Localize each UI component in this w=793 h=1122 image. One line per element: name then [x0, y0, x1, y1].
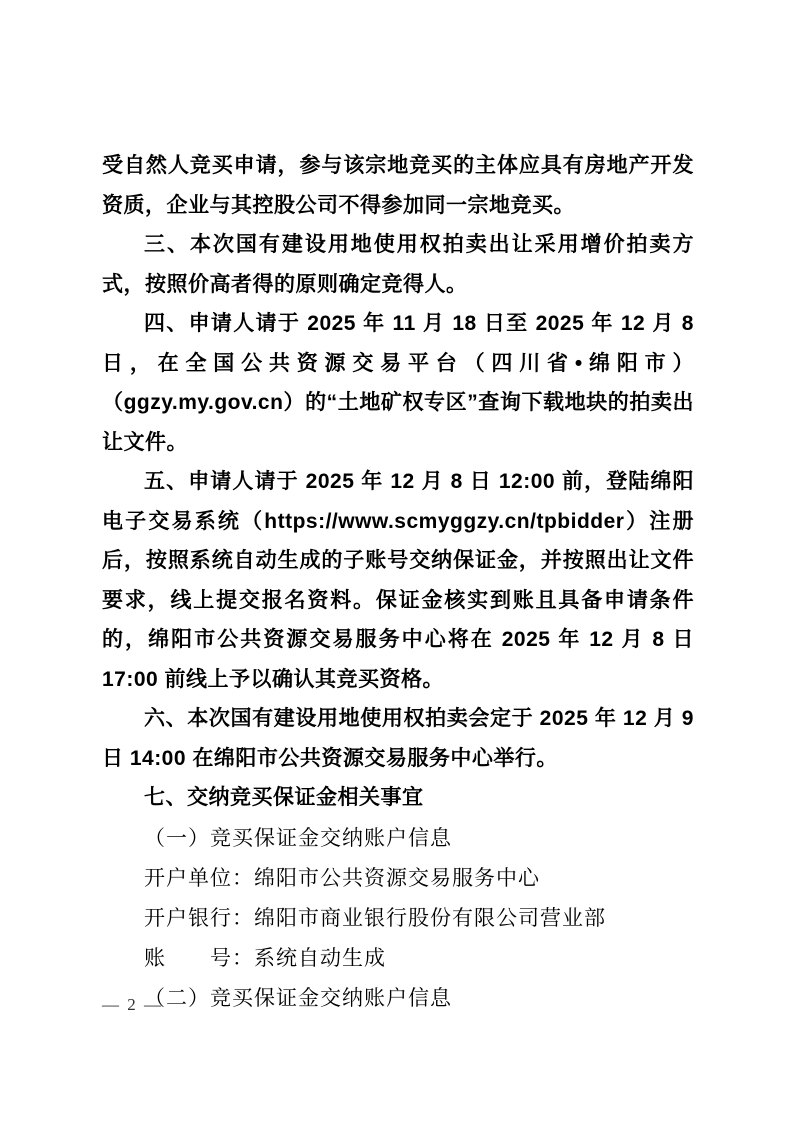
paragraph-item-3: 三、本次国有建设用地使用权拍卖出让采用增价拍卖方式，按照价高者得的原则确定竞得人。: [102, 233, 694, 296]
paragraph-account-holder: 开户单位：绵阳市公共资源交易服务中心: [144, 866, 540, 890]
paragraph-sub-item-1: （一）竞买保证金交纳账户信息: [144, 826, 452, 850]
paragraph-item-6: 六、本次国有建设用地使用权拍卖会定于 2025 年 12 月 9 日 14:00 在绵阳市公共资源交易服务中心举行。: [102, 707, 694, 770]
paragraph-item-5: 五、申请人请于 2025 年 12 月 8 日 12:00 前，登陆绵阳电子交易系统（https://www.scmyggzy.cn/tpbidder）注册后，按照系统自动生成的子账号交纳保证金，并按照出让文件要求，线上提交报名资料。保证金核实到账且具备申请条件的，绵阳市公共资源交易服务中心将在 2025 年 12 月 8 日 17:00 前线上予以确认其竞买资格。: [102, 470, 694, 691]
paragraph-continuation: 受自然人竞买申请，参与该宗地竞买的主体应具有房地产开发资质，企业与其控股公司不得参加同一宗地竞买。: [102, 154, 694, 217]
page-number: — 2 —: [102, 995, 163, 1014]
paragraph-sub-item-2: （二）竞买保证金交纳账户信息: [144, 986, 452, 1010]
paragraph-account-number: 账 号：系统自动生成: [144, 946, 386, 970]
paragraph-item-4: 四、申请人请于 2025 年 11 月 18 日至 2025 年 12 月 8 日，在全国公共资源交易平台（四川省•绵阳市）（ggzy.my.gov.cn）的“土地矿权专区”查询下载地块的拍卖出让文件。: [102, 312, 694, 454]
paragraph-account-bank: 开户银行：绵阳市商业银行股份有限公司营业部: [144, 906, 606, 930]
paragraph-item-7-heading: 七、交纳竞买保证金相关事宜: [144, 786, 424, 809]
document-body: [102, 146, 694, 1018]
